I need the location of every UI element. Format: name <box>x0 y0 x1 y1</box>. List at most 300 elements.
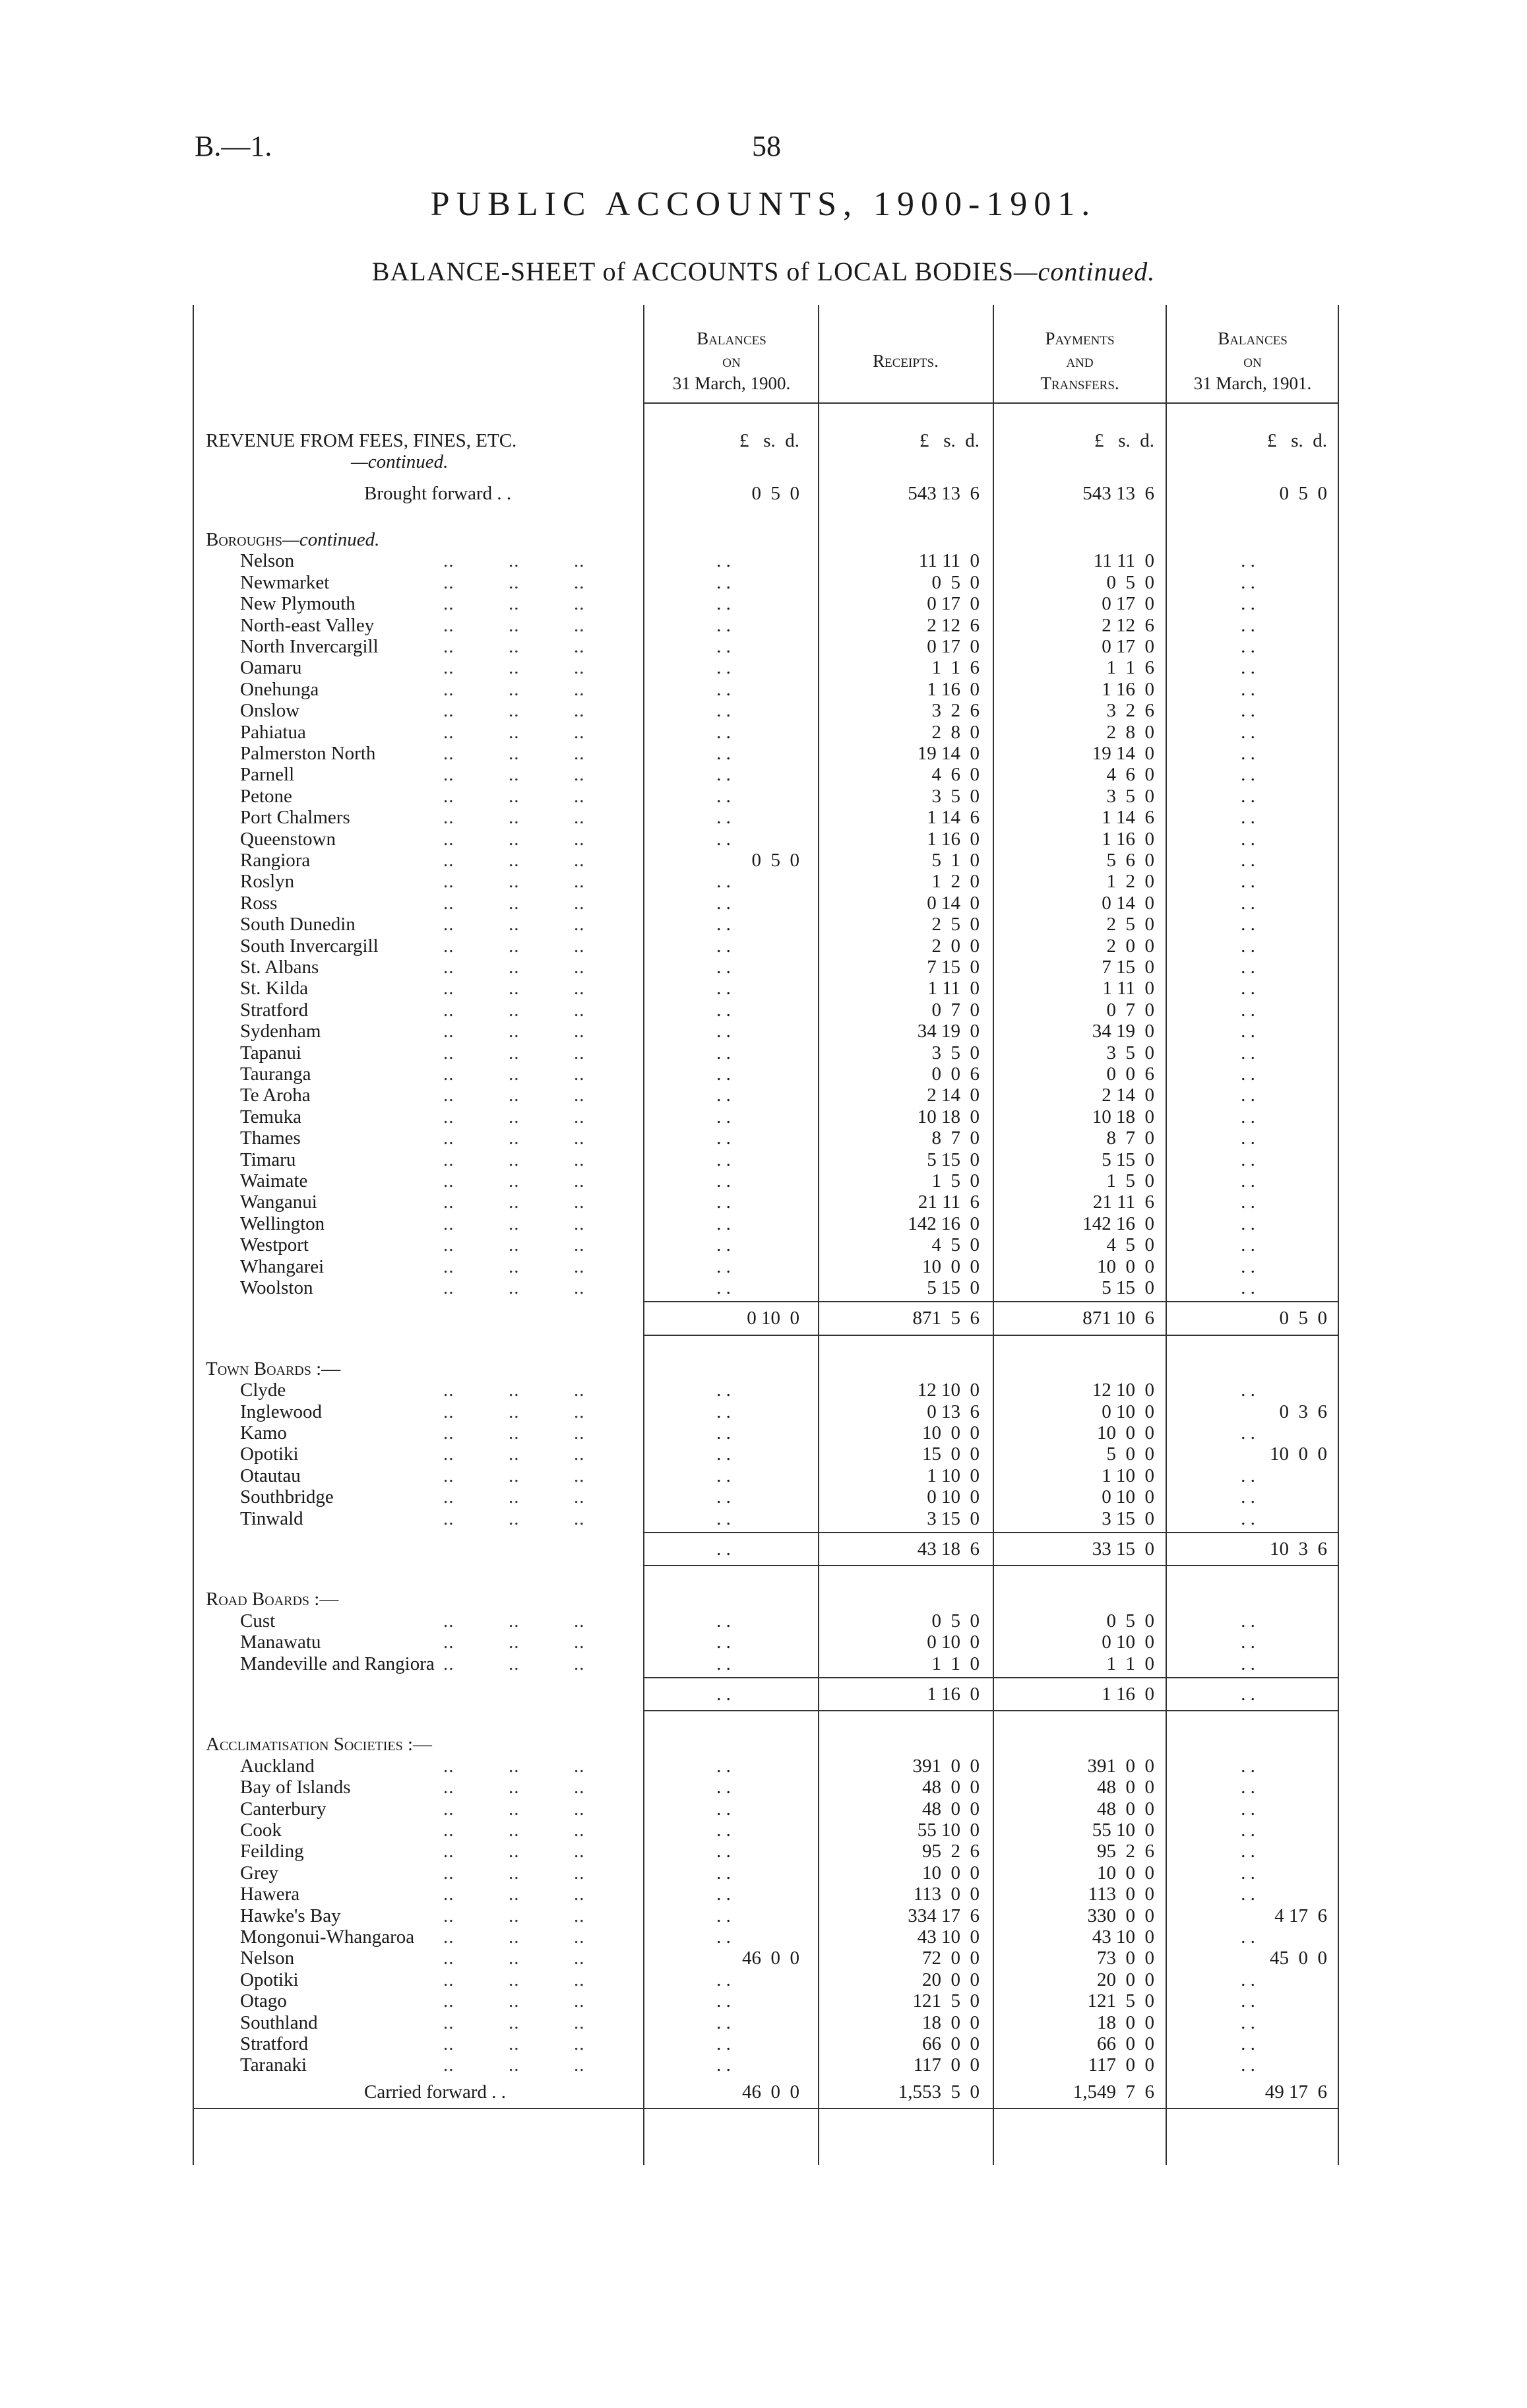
table-row <box>193 1042 1339 1063</box>
leader-dots <box>443 1777 641 1798</box>
leader-dots <box>443 786 641 807</box>
row-label: Hawera <box>240 1884 300 1905</box>
amount-cell: . . <box>1241 807 1255 829</box>
leader-dots <box>443 1191 641 1213</box>
amount-cell: 1 1 6 <box>931 657 980 679</box>
amount-cell: . . <box>1241 550 1255 572</box>
table-row <box>193 1820 1339 1841</box>
leader-dots <box>443 1905 641 1926</box>
brought-forward-label: Brought forward . . <box>364 483 512 504</box>
table-row <box>193 978 1339 999</box>
amount-cell: . . <box>1241 1486 1255 1508</box>
amount-cell: 3 5 0 <box>1106 785 1154 807</box>
table-row <box>193 1063 1339 1085</box>
amount-cell: 0 13 6 <box>927 1401 980 1422</box>
table-row <box>193 1401 1339 1422</box>
amount-cell: . . <box>716 2033 731 2054</box>
amount-cell: . . <box>1241 2033 1255 2054</box>
amount-cell: . . <box>716 571 731 593</box>
row-label: Hawke's Bay <box>240 1905 341 1926</box>
amount-cell: 66 0 0 <box>1097 2033 1154 2054</box>
row-label: Cook <box>240 1820 282 1841</box>
row-label: Bay of Islands <box>240 1777 351 1798</box>
amount-cell: 0 10 0 <box>1102 1632 1154 1653</box>
table-row <box>193 829 1339 850</box>
leader-dots <box>443 1021 641 1042</box>
amount-cell: 2 14 0 <box>1102 1085 1154 1106</box>
table-row <box>193 1884 1339 1905</box>
section-heading-town-boards: Town Boards :— <box>206 1358 341 1379</box>
row-label: Mandeville and Rangiora <box>240 1653 435 1674</box>
amount-cell: . . <box>1241 1170 1255 1191</box>
table-row <box>193 1234 1339 1255</box>
amount-cell: 121 5 0 <box>1087 1990 1154 2012</box>
total-rule-top <box>644 1677 1339 1678</box>
amount-cell: . . <box>716 999 731 1021</box>
amount-cell: . . <box>716 2012 731 2033</box>
leader-dots <box>443 550 641 571</box>
amount-cell: 0 5 0 <box>1279 1308 1327 1329</box>
amount-cell: . . <box>716 978 731 999</box>
column-header-payments <box>995 318 1164 405</box>
amount-cell: . . <box>1241 1990 1255 2012</box>
table-bottom-rule <box>193 2108 1339 2109</box>
page-number: 58 <box>752 130 781 162</box>
table-row <box>193 2033 1339 2054</box>
carried-forward-row <box>193 2081 1339 2103</box>
amount-cell: 46 0 0 <box>742 2081 799 2103</box>
amount-cell: 2 5 0 <box>931 914 980 935</box>
amount-cell: 2 8 0 <box>931 721 980 743</box>
table-row <box>193 1422 1339 1443</box>
amount-cell: 0 17 0 <box>927 593 980 615</box>
amount-cell: 391 0 0 <box>912 1755 980 1777</box>
row-label: Feilding <box>240 1841 304 1862</box>
amount-cell: . . <box>716 1191 731 1213</box>
row-label: Mongonui-Whangaroa <box>240 1926 415 1948</box>
amount-cell: 1 16 0 <box>927 828 980 850</box>
amount-cell: . . <box>1241 999 1255 1021</box>
amount-cell: . . <box>1241 828 1255 850</box>
amount-cell: . . <box>1241 700 1255 722</box>
amount-cell: 1 1 0 <box>931 1653 980 1674</box>
table-row <box>193 764 1339 785</box>
row-label: Oamaru <box>240 657 302 679</box>
amount-cell: 10 18 0 <box>1092 1106 1154 1127</box>
row-label: Tinwald <box>240 1507 303 1529</box>
amount-cell: 1 2 0 <box>931 871 980 893</box>
amount-cell: 10 0 0 <box>922 1862 980 1884</box>
amount-cell: 0 0 6 <box>931 1063 980 1085</box>
amount-cell: 0 5 0 <box>1279 483 1327 504</box>
table-row <box>193 700 1339 721</box>
table-row <box>193 1969 1339 1990</box>
leader-dots <box>443 679 641 700</box>
leader-dots <box>443 1508 641 1529</box>
amount-cell: 2 0 0 <box>931 935 980 957</box>
table-row <box>193 1653 1339 1674</box>
amount-cell: 4 5 0 <box>931 1234 980 1256</box>
leader-dots <box>443 1486 641 1507</box>
amount-cell: 72 0 0 <box>922 1948 980 1969</box>
leader-dots <box>443 1256 641 1277</box>
amount-cell: . . <box>716 1149 731 1170</box>
subtitle-main: BALANCE-SHEET of ACCOUNTS of LOCAL BODIES <box>371 257 1014 286</box>
table-row <box>193 1990 1339 2012</box>
amount-cell: 10 0 0 <box>922 1422 980 1443</box>
amount-cell: 1 10 0 <box>1102 1465 1154 1486</box>
amount-cell: 5 15 0 <box>927 1277 980 1298</box>
amount-cell: 5 1 0 <box>931 850 980 871</box>
table-row <box>193 1610 1339 1632</box>
table-row <box>193 1948 1339 1969</box>
amount-cell: 0 10 0 <box>927 1486 980 1508</box>
column-header-line: Balances <box>1218 329 1288 349</box>
row-label: Tapanui <box>240 1042 301 1063</box>
amount-cell: 0 5 0 <box>1106 1610 1154 1632</box>
amount-cell: . . <box>716 1777 731 1798</box>
row-label: Stratford <box>240 999 309 1021</box>
table-row <box>193 636 1339 657</box>
amount-cell: . . <box>716 892 731 914</box>
row-label: Thames <box>240 1127 301 1149</box>
row-label: Opotiki <box>240 1443 299 1465</box>
total-rule-bottom <box>644 1335 1339 1336</box>
leader-dots <box>443 871 641 892</box>
amount-cell: 1 16 0 <box>1102 678 1154 700</box>
amount-cell: . . <box>1241 1234 1255 1256</box>
column-header-receipts <box>821 318 991 405</box>
currency-label: £ s. d. <box>739 430 799 451</box>
amount-cell: . . <box>716 1277 731 1298</box>
section-heading-revenue-cont <box>351 451 448 473</box>
table-row <box>193 1777 1339 1798</box>
amount-cell: . . <box>716 1507 731 1529</box>
table-row <box>193 572 1339 593</box>
leader-dots <box>443 1632 641 1653</box>
amount-cell: 48 0 0 <box>922 1798 980 1820</box>
leader-dots <box>443 807 641 828</box>
amount-cell: 871 5 6 <box>912 1308 980 1329</box>
amount-cell: . . <box>1241 1063 1255 1085</box>
amount-cell: 73 0 0 <box>1097 1948 1154 1969</box>
amount-cell: . . <box>716 828 731 850</box>
leader-dots <box>443 1841 641 1862</box>
amount-cell: . . <box>716 678 731 700</box>
row-label: New Plymouth <box>240 593 356 615</box>
amount-cell: 0 10 0 <box>1102 1486 1154 1508</box>
amount-cell: 55 10 0 <box>1092 1820 1154 1841</box>
amount-cell: . . <box>716 1170 731 1191</box>
amount-cell: 0 17 0 <box>1102 636 1154 657</box>
amount-cell: 1 16 0 <box>927 678 980 700</box>
amount-cell: 21 11 6 <box>1092 1191 1154 1213</box>
currency-label: £ s. d. <box>1266 430 1327 451</box>
table-row <box>193 1798 1339 1820</box>
column-header-line: Payments <box>1045 329 1115 349</box>
amount-cell: 2 14 0 <box>927 1085 980 1106</box>
row-label: Opotiki <box>240 1969 299 1990</box>
table-row <box>193 550 1339 571</box>
total-row <box>193 1538 1339 1560</box>
amount-cell: . . <box>716 1538 731 1560</box>
amount-cell: 3 15 0 <box>1102 1507 1154 1529</box>
row-label: Clyde <box>240 1379 286 1401</box>
amount-cell: . . <box>1241 678 1255 700</box>
amount-cell: . . <box>716 1021 731 1042</box>
amount-cell: . . <box>1241 1798 1255 1820</box>
leader-dots <box>443 1969 641 1990</box>
amount-cell: 7 15 0 <box>927 957 980 978</box>
row-label: Roslyn <box>240 871 295 893</box>
amount-cell: . . <box>716 1969 731 1990</box>
amount-cell: . . <box>1241 914 1255 935</box>
leader-dots <box>443 1106 641 1127</box>
amount-cell: . . <box>1241 614 1255 636</box>
amount-cell: 1 14 6 <box>927 807 980 829</box>
amount-cell: 1 1 0 <box>1106 1653 1154 1674</box>
amount-cell: 0 17 0 <box>927 636 980 657</box>
leader-dots <box>443 1610 641 1632</box>
amount-cell: 2 8 0 <box>1106 721 1154 743</box>
amount-cell: . . <box>1241 1465 1255 1486</box>
leader-dots <box>443 914 641 935</box>
amount-cell: 121 5 0 <box>912 1990 980 2012</box>
leader-dots <box>443 1884 641 1905</box>
row-label: Whangarei <box>240 1255 325 1277</box>
leader-dots <box>443 722 641 743</box>
amount-cell: . . <box>716 1401 731 1422</box>
amount-cell: . . <box>716 935 731 957</box>
amount-cell: 45 0 0 <box>1270 1948 1327 1969</box>
table-row <box>193 999 1339 1021</box>
amount-cell: . . <box>1241 1149 1255 1170</box>
amount-cell: 48 0 0 <box>1097 1777 1154 1798</box>
amount-cell: . . <box>716 721 731 743</box>
section-heading-text: Boroughs <box>206 529 283 550</box>
row-label: Newmarket <box>240 571 330 593</box>
table-row <box>193 1191 1339 1213</box>
amount-cell: 3 5 0 <box>1106 1042 1154 1063</box>
row-label: Nelson <box>240 550 295 572</box>
amount-cell: 19 14 0 <box>1092 743 1154 764</box>
amount-cell: 19 14 0 <box>917 743 980 764</box>
row-label: Westport <box>240 1234 309 1256</box>
amount-cell: . . <box>1241 1021 1255 1042</box>
amount-cell: . . <box>716 657 731 679</box>
amount-cell: 543 13 6 <box>1082 483 1154 504</box>
amount-cell: 0 5 0 <box>931 1610 980 1632</box>
table-row <box>193 1905 1339 1926</box>
amount-cell: . . <box>1241 1653 1255 1674</box>
row-label: Cust <box>240 1610 276 1632</box>
leader-dots <box>443 1465 641 1486</box>
amount-cell: . . <box>1241 636 1255 657</box>
amount-cell: 10 0 0 <box>922 1255 980 1277</box>
amount-cell: 10 0 0 <box>1270 1443 1327 1465</box>
section-heading-revenue: REVENUE FROM FEES, FINES, ETC. <box>206 430 517 451</box>
column-header-line: 31 March, 1900. <box>672 373 791 393</box>
row-label: South Dunedin <box>240 914 356 935</box>
row-label: Manawatu <box>240 1632 321 1653</box>
amount-cell: . . <box>716 1884 731 1905</box>
leader-dots <box>443 572 641 593</box>
amount-cell: . . <box>1241 957 1255 978</box>
column-header-line: Receipts. <box>873 351 939 371</box>
row-label: Parnell <box>240 764 295 786</box>
amount-cell: . . <box>716 1926 731 1948</box>
amount-cell: 43 10 0 <box>1092 1926 1154 1948</box>
amount-cell: 0 14 0 <box>927 892 980 914</box>
amount-cell: . . <box>1241 1379 1255 1401</box>
table-row <box>193 1465 1339 1486</box>
table-row <box>193 1756 1339 1777</box>
amount-cell: . . <box>1241 935 1255 957</box>
row-label: Inglewood <box>240 1401 323 1422</box>
row-label: Petone <box>240 785 292 807</box>
amount-cell: 4 6 0 <box>1106 764 1154 786</box>
amount-cell: . . <box>716 743 731 764</box>
amount-cell: 43 18 6 <box>917 1538 980 1560</box>
amount-cell: 4 5 0 <box>1106 1234 1154 1256</box>
document-code: B.—1. <box>195 130 272 162</box>
amount-cell: 12 10 0 <box>1092 1379 1154 1401</box>
amount-cell: 1 11 0 <box>927 978 980 999</box>
table-row <box>193 1862 1339 1884</box>
row-label: Queenstown <box>240 828 336 850</box>
amount-cell: . . <box>1241 785 1255 807</box>
amount-cell: 10 3 6 <box>1270 1538 1327 1560</box>
leader-dots <box>443 1926 641 1948</box>
table-row <box>193 1085 1339 1106</box>
amount-cell: . . <box>1241 1255 1255 1277</box>
leader-dots <box>443 850 641 871</box>
amount-cell: . . <box>1241 2012 1255 2033</box>
section-heading-road-boards: Road Boards :— <box>206 1589 339 1610</box>
amount-cell: 21 11 6 <box>918 1191 980 1213</box>
amount-cell: . . <box>716 1234 731 1256</box>
amount-cell: . . <box>716 1213 731 1234</box>
section-heading-acclimatisation: Acclimatisation Societies :— <box>206 1734 433 1756</box>
row-label: Tauranga <box>240 1063 311 1085</box>
table-row <box>193 807 1339 828</box>
amount-cell: . . <box>716 1106 731 1127</box>
amount-cell: . . <box>1241 721 1255 743</box>
page-title: PUBLIC ACCOUNTS, 1900-1901. <box>430 185 1097 223</box>
amount-cell: 20 0 0 <box>922 1969 980 1990</box>
amount-cell: . . <box>1241 1884 1255 1905</box>
amount-cell: 95 2 6 <box>1097 1841 1154 1862</box>
leader-dots <box>443 1127 641 1149</box>
amount-cell: . . <box>716 957 731 978</box>
amount-cell: 4 6 0 <box>931 764 980 786</box>
amount-cell: 334 17 6 <box>908 1905 980 1926</box>
row-label: Pahiatua <box>240 721 306 743</box>
section-heading-boroughs <box>206 529 379 551</box>
amount-cell: . . <box>716 1255 731 1277</box>
amount-cell: 3 5 0 <box>931 1042 980 1063</box>
amount-cell: . . <box>716 785 731 807</box>
amount-cell: . . <box>716 871 731 893</box>
amount-cell: 18 0 0 <box>922 2012 980 2033</box>
leader-dots <box>443 1277 641 1298</box>
amount-cell: 15 0 0 <box>922 1443 980 1465</box>
row-label: South Invercargill <box>240 935 379 957</box>
amount-cell: . . <box>716 1486 731 1508</box>
row-label: Te Aroha <box>240 1085 311 1106</box>
amount-cell: 10 18 0 <box>917 1106 980 1127</box>
column-header-line: and <box>1066 351 1094 371</box>
table-row <box>193 786 1339 807</box>
amount-cell: . . <box>1241 1213 1255 1234</box>
row-label: Canterbury <box>240 1798 327 1820</box>
leader-dots <box>443 1820 641 1841</box>
amount-cell: . . <box>1241 1085 1255 1106</box>
total-row <box>193 1684 1339 1705</box>
row-label: North Invercargill <box>240 636 379 657</box>
amount-cell: . . <box>716 700 731 722</box>
amount-cell: 1 11 0 <box>1102 978 1154 999</box>
amount-cell: 2 12 6 <box>1102 614 1154 636</box>
table-row <box>193 2054 1339 2075</box>
amount-cell: . . <box>1241 1610 1255 1632</box>
amount-cell: 5 0 0 <box>1106 1443 1154 1465</box>
row-label: Port Chalmers <box>240 807 350 829</box>
table-row <box>193 1277 1339 1298</box>
leader-dots <box>443 893 641 914</box>
total-rule-bottom <box>644 1710 1339 1711</box>
amount-cell: 871 10 6 <box>1082 1308 1154 1329</box>
table-row <box>193 2012 1339 2033</box>
total-row <box>193 1308 1339 1329</box>
amount-cell: . . <box>1241 1820 1255 1841</box>
amount-cell: 46 0 0 <box>742 1948 799 1969</box>
row-label: Southbridge <box>240 1486 334 1508</box>
amount-cell: . . <box>1241 1277 1255 1298</box>
amount-cell: . . <box>716 1610 731 1632</box>
table-row <box>193 1106 1339 1127</box>
table-row <box>193 743 1339 764</box>
amount-cell: . . <box>716 1379 731 1401</box>
amount-cell: . . <box>1241 871 1255 893</box>
amount-cell: . . <box>716 1443 731 1465</box>
amount-cell: 49 17 6 <box>1264 2081 1327 2103</box>
row-label: Onslow <box>240 700 300 722</box>
leader-dots <box>443 1085 641 1106</box>
row-label: Grey <box>240 1862 278 1884</box>
amount-cell: 3 5 0 <box>931 785 980 807</box>
row-label: Ross <box>240 892 278 914</box>
row-label: Otautau <box>240 1465 301 1486</box>
amount-cell: . . <box>716 1422 731 1443</box>
table-row <box>193 1021 1339 1042</box>
balance-sheet-table <box>193 305 1339 2165</box>
amount-cell: 95 2 6 <box>922 1841 980 1862</box>
amount-cell: 0 14 0 <box>1102 892 1154 914</box>
leader-dots <box>443 1213 641 1234</box>
amount-cell: . . <box>1241 1777 1255 1798</box>
amount-cell: 5 6 0 <box>1106 850 1154 871</box>
amount-cell: 5 15 0 <box>1102 1277 1154 1298</box>
amount-cell: 330 0 0 <box>1087 1905 1154 1926</box>
table-row <box>193 1149 1339 1170</box>
table-row <box>193 1632 1339 1653</box>
amount-cell: 43 10 0 <box>917 1926 980 1948</box>
amount-cell: . . <box>716 914 731 935</box>
amount-cell: . . <box>716 593 731 615</box>
amount-cell: 48 0 0 <box>922 1777 980 1798</box>
table-row <box>193 1213 1339 1234</box>
